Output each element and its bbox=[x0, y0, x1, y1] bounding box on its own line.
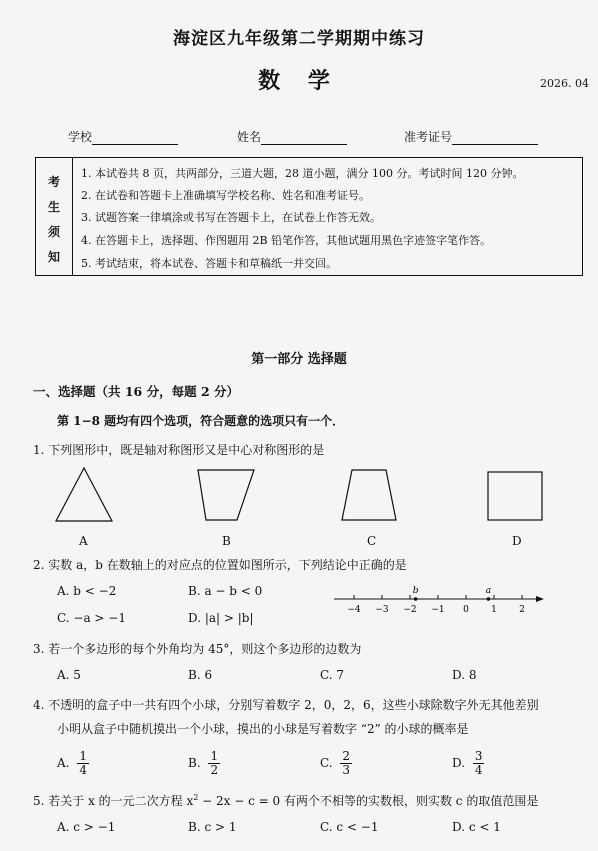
q4-option-a[interactable] bbox=[57, 750, 89, 777]
numerator: 1 bbox=[79, 749, 87, 763]
question-4-stem-line2: 小明从盒子中随机摸出一个小球，摸出的小球是写着数字 “2” 的小球的概率是 bbox=[57, 722, 469, 736]
notice-head-char: 知 bbox=[47, 250, 60, 264]
exam-id-field bbox=[404, 128, 538, 145]
number-line-tick-label: 1 bbox=[491, 605, 497, 615]
point-a bbox=[487, 597, 491, 601]
number-line-arrow bbox=[536, 596, 544, 602]
school-blank[interactable] bbox=[92, 132, 178, 145]
denominator: 2 bbox=[210, 763, 219, 777]
question-1-figures bbox=[40, 466, 560, 526]
notice-item: 2. 在试卷和答题卡上准确填写学校名称、姓名和准考证号。 bbox=[81, 189, 370, 202]
numerator: 2 bbox=[342, 749, 351, 763]
point-b-label: b bbox=[412, 586, 419, 596]
number-line-tick-label: −3 bbox=[375, 605, 389, 615]
q2-number-line bbox=[330, 580, 550, 622]
figure-label-b: B bbox=[222, 534, 231, 548]
q4-option-c[interactable] bbox=[320, 750, 352, 777]
question-3-stem: 3. 若一个多边形的每个外角均为 45°，则这个多边形的边数为 bbox=[33, 642, 362, 656]
fraction bbox=[473, 750, 485, 777]
section-instruction: 第 1−8 题均有四个选项，符合题意的选项只有一个． bbox=[57, 414, 345, 428]
q4-option-b-letter: B. bbox=[188, 756, 201, 770]
notice-head-char: 生 bbox=[47, 200, 60, 214]
question-4-stem-line1: 4. 不透明的盒子中一共有四个小球，分别写着数字 2，0，2，6，这些小球除数字外无其他差别 bbox=[33, 698, 539, 712]
exam-title: 海淀区九年级第二学期期中练习 bbox=[173, 29, 425, 49]
notice-item: 3. 试题答案一律填涂或书写在答题卡上，在试卷上作答无效。 bbox=[81, 211, 381, 224]
notice-item: 5. 考试结束，将本试卷、答题卡和草稿纸一并交回。 bbox=[81, 257, 337, 270]
section-heading: 一、选择题（共 16 分，每题 2 分） bbox=[33, 384, 240, 399]
q2-option-c[interactable]: C. −a > −1 bbox=[57, 611, 126, 625]
number-line-tick-label: 2 bbox=[519, 605, 525, 615]
subject-title: 数 学 bbox=[258, 68, 340, 94]
figure-label-d: D bbox=[512, 534, 522, 548]
exam-id-label: 准考证号 bbox=[404, 130, 453, 144]
q3-option-d[interactable]: D. 8 bbox=[452, 668, 477, 682]
number-line-tick-label: −1 bbox=[431, 605, 445, 615]
notice-head-char: 须 bbox=[47, 225, 60, 239]
q4-option-c-letter: C. bbox=[320, 756, 333, 770]
q3-option-a[interactable]: A. 5 bbox=[57, 668, 81, 682]
fraction bbox=[77, 750, 89, 777]
q5-option-b[interactable]: B. c > 1 bbox=[188, 820, 237, 834]
numerator: 1 bbox=[210, 749, 219, 763]
q4-option-d[interactable] bbox=[452, 750, 484, 777]
number-line-tick-label: −2 bbox=[403, 605, 417, 615]
q3-option-c[interactable]: C. 7 bbox=[320, 668, 345, 682]
question-2-stem: 2. 实数 a，b 在数轴上的对应点的位置如图所示，下列结论中正确的是 bbox=[33, 558, 407, 572]
notice-item: 4. 在答题卡上，选择题、作图题用 2B 铅笔作答，其他试题用黑色字迹签字笔作答。 bbox=[81, 234, 492, 247]
part-one-title: 第一部分 选择题 bbox=[251, 352, 347, 367]
point-a-label: a bbox=[485, 586, 492, 596]
numerator: 3 bbox=[474, 749, 483, 763]
q3-option-b[interactable]: B. 6 bbox=[188, 668, 213, 682]
notice-heading bbox=[36, 158, 73, 275]
figure-label-a: A bbox=[79, 534, 88, 548]
figure-d-square bbox=[488, 472, 542, 520]
figure-label-c: C bbox=[367, 534, 377, 548]
school-field bbox=[68, 128, 178, 145]
q2-option-a[interactable]: A. b < −2 bbox=[57, 584, 117, 598]
name-blank[interactable] bbox=[261, 132, 347, 145]
q5-stem-end: − 2x − c = 0 有两个不相等的实数根，则实数 c 的取值范围是 bbox=[198, 794, 539, 808]
school-label: 学校 bbox=[68, 130, 93, 144]
q5-option-c[interactable]: C. c < −1 bbox=[320, 820, 379, 834]
fraction bbox=[208, 750, 220, 777]
name-field bbox=[237, 128, 347, 145]
q5-option-d[interactable]: D. c < 1 bbox=[452, 820, 501, 834]
name-label: 姓名 bbox=[237, 130, 262, 144]
figure-a-triangle bbox=[56, 468, 112, 521]
denominator: 4 bbox=[474, 763, 483, 777]
point-b bbox=[414, 597, 418, 601]
question-1-stem: 1. 下列图形中，既是轴对称图形又是中心对称图形的是 bbox=[33, 443, 325, 457]
exam-date: 2026. 04 bbox=[540, 77, 589, 90]
exam-id-blank[interactable] bbox=[452, 132, 538, 145]
figure-c-trapezoid bbox=[342, 470, 396, 520]
notice-item: 1. 本试卷共 8 页，共两部分，三道大题，28 道小题，满分 100 分。考试时间 120 分钟。 bbox=[81, 167, 524, 180]
candidate-notice-box bbox=[35, 157, 583, 276]
number-line-tick-label: 0 bbox=[463, 605, 469, 615]
number-line-tick-label: −4 bbox=[347, 605, 361, 615]
q4-option-a-letter: A. bbox=[57, 756, 70, 770]
q5-stem-start: 5. 若关于 x 的一元二次方程 x bbox=[33, 794, 194, 808]
q4-option-b[interactable] bbox=[188, 750, 220, 777]
q4-option-d-letter: D. bbox=[452, 756, 466, 770]
notice-head-char: 考 bbox=[47, 175, 60, 189]
q2-option-b[interactable]: B. a − b < 0 bbox=[188, 584, 263, 598]
figure-b-parallelogram bbox=[198, 470, 254, 520]
q2-option-d[interactable]: D. |a| > |b| bbox=[188, 611, 254, 625]
denominator: 3 bbox=[342, 763, 351, 777]
denominator: 4 bbox=[79, 763, 87, 777]
q5-option-a[interactable]: A. c > −1 bbox=[57, 820, 116, 834]
q5-exponent: 2 bbox=[193, 793, 199, 802]
fraction bbox=[340, 750, 352, 777]
question-5-stem bbox=[33, 792, 538, 809]
